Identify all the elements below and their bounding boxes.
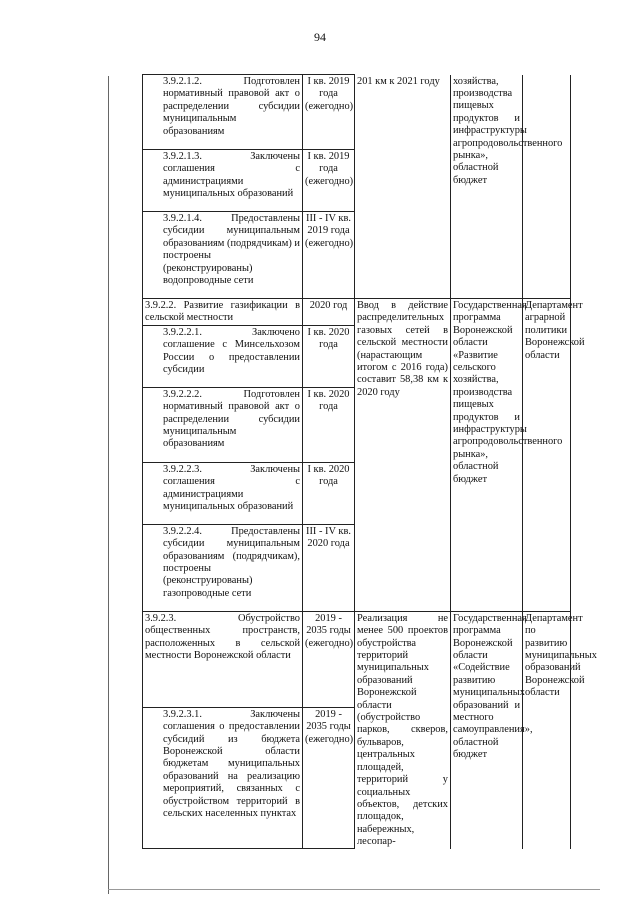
event-cell: 3.9.2.2.1. Заключено соглашение с Минсельхозом России о предоставлении субсидии: [143, 325, 303, 387]
term-cell: I кв. 2019 года (ежегодно): [303, 75, 355, 150]
result-cell: Ввод в действие распределительных газовых сетей в сельской местности (нарастающим итогом с 2016 года) составит 58,38 км к 2020 году: [355, 299, 451, 612]
event-cell: 3.9.2.1.4. Предоставлены субсидии муниципальным образованиям (подрядчикам) и построены (реконструированы) водопроводные сети: [143, 212, 303, 299]
term-cell: 2019 - 2035 годы (ежегодно): [303, 707, 355, 848]
left-margin-line: [108, 76, 109, 894]
term-cell: I кв. 2019 года (ежегодно): [303, 150, 355, 212]
responsible-cell: [523, 75, 571, 299]
measures-table: [142, 74, 597, 849]
term-cell: III - IV кв. 2019 года (ежегодно): [303, 212, 355, 299]
event-cell: 3.9.2.3.1. Заключены соглашения о предоставлении субсидий из бюджета Воронежской области бюджетам муниципальных образований на реализацию мероприятий, связанных с обустройством территорий в сельских населенных пунктах: [143, 707, 303, 848]
event-cell: 3.9.2.2.4. Предоставлены субсидии муниципальным образованиям (подрядчикам), построены (реконструированы) газопроводные сети: [143, 524, 303, 611]
program-cell: Государственная программа Воронежской области «Содействие развитию муниципальных образований и местного самоуправления», областной бюджет: [451, 611, 523, 848]
table-row: [143, 299, 571, 326]
event-cell: 3.9.2.1.3. Заключены соглашения с администрациями муниципальных образований: [143, 150, 303, 212]
program-cell: Государственная программа Воронежской области «Развитие сельского хозяйства, производства пищевых продуктов и инфраструктуры агропродовольственного рынка», областной бюджет: [451, 299, 523, 612]
term-cell: I кв. 2020 года: [303, 325, 355, 387]
event-cell: 3.9.2.2. Развитие газификации в сельской местности: [143, 299, 303, 326]
event-cell: 3.9.2.3. Обустройство общественных пространств, расположенных в сельской местности Воронежской области: [143, 611, 303, 707]
term-cell: 2020 год: [303, 299, 355, 326]
term-cell: 2019 - 2035 годы (ежегодно): [303, 611, 355, 707]
term-cell: III - IV кв. 2020 года: [303, 524, 355, 611]
table-row: [143, 611, 571, 707]
result-cell: Реализация не менее 500 проектов обустройства территорий муниципальных образований Воронежской области (обустройство парков, скверов, бульваров, центральных площадей, территорий у социальных объектов, детских площадок, набережных, лесопар-: [355, 611, 451, 848]
responsible-cell: Департамент по развитию муниципальных образований Воронежской области: [523, 611, 571, 848]
term-cell: I кв. 2020 года: [303, 387, 355, 462]
responsible-cell: Департамент аграрной политики Воронежской области: [523, 299, 571, 612]
table-row: [143, 75, 571, 150]
program-cell: хозяйства, производства пищевых продуктов и инфраструктуры агропродовольственного рынка», областной бюджет: [451, 75, 523, 299]
page-number: 94: [314, 30, 326, 44]
event-cell: 3.9.2.1.2. Подготовлен нормативный правовой акт о распределении субсидии муниципальным образованиям: [143, 75, 303, 150]
result-cell: 201 км к 2021 году: [355, 75, 451, 299]
event-cell: 3.9.2.2.3. Заключены соглашения с администрациями муниципальных образований: [143, 462, 303, 524]
term-cell: I кв. 2020 года: [303, 462, 355, 524]
event-cell: 3.9.2.2.2. Подготовлен нормативный правовой акт о распределении субсидии муниципальным образованиям: [143, 387, 303, 462]
bottom-rule: [108, 889, 600, 890]
